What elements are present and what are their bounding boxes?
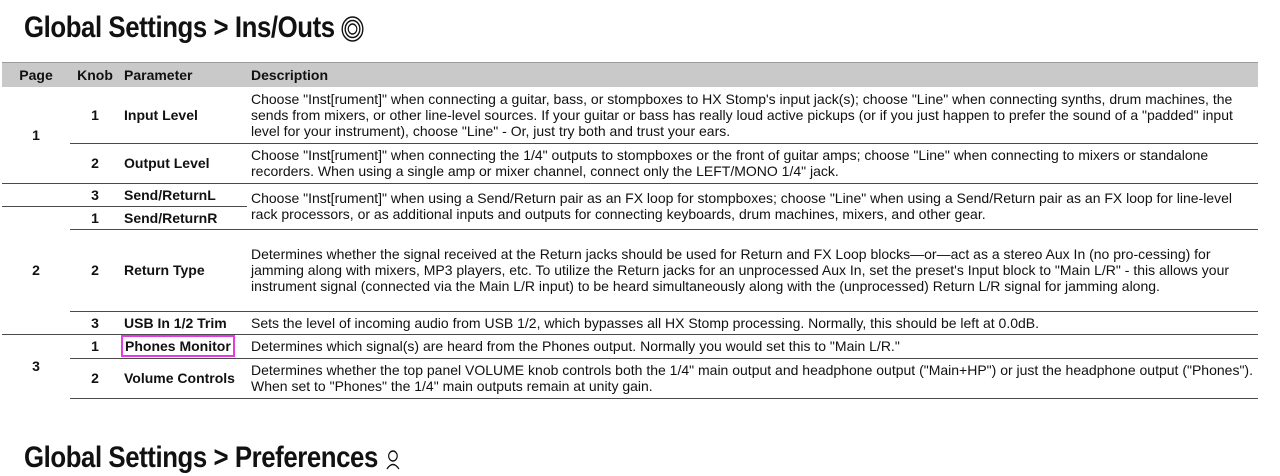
knob-number: 3	[70, 311, 120, 334]
parameter-description: Sets the level of incoming audio from USB 1/2, which bypasses all HX Stomp processing. Normally, this should be left at 0.0dB.	[247, 311, 1258, 334]
parameter-name: USB In 1/2 Trim	[120, 311, 247, 334]
parameter-name: Volume Controls	[120, 358, 247, 398]
knob-number: 3	[70, 183, 120, 206]
table-row	[2, 334, 1258, 358]
header-knob: Knob	[70, 63, 120, 88]
gear-icon	[340, 14, 366, 44]
section-title-preferences: Global Settings > Preferences	[24, 440, 402, 476]
knob-number: 2	[70, 229, 120, 311]
knob-number: 1	[91, 106, 99, 123]
highlighted-parameter: Phones Monitor	[125, 338, 231, 354]
parameter-name: Send/ReturnL	[120, 183, 247, 206]
knob-number: 1	[70, 334, 120, 358]
parameter-description: Choose "Inst[rument]" when connecting a guitar, bass, or stompboxes to HX Stomp's input jack(s); choose "Line" when connecting synths, drum machines, the sends from mixers, or other line-level sources. If your guitar or bass has really loud active pickups (or if you just happen to prefer the sound of a "padded" input level for your instrument), choose "Line" - Or, just try both and trust your ears.	[251, 90, 1233, 139]
table-row	[2, 143, 1258, 183]
header-parameter: Parameter	[120, 63, 247, 88]
parameter-name: Send/ReturnR	[120, 206, 247, 229]
table-row	[2, 183, 1258, 206]
parameter-description: Determines whether the signal received at the Return jacks should be used for Return and FX Loop blocks—or—act as a stereo Aux In (no pro-cessing) for jamming along with mixers, MP3 players, etc. To utilize the Return jacks for an unprocessed Aux In, set the preset's Input block to "Main L/R" - this allows your instrument signal (connected via the Main L/R input) to be heard simultaneously along with the (unprocessed) Return L/R signal for jamming along.	[247, 229, 1258, 311]
parameter-description: Determines which signal(s) are heard from the Phones output. Normally you would set this to "Main L/R."	[247, 334, 1258, 358]
person-icon	[383, 448, 402, 470]
table-header-row	[2, 63, 1258, 88]
table-row	[2, 87, 1258, 143]
parameter-name: Input Level	[124, 106, 198, 123]
table-row	[2, 311, 1258, 334]
page-number: 1	[32, 126, 40, 143]
knob-number: 2	[70, 143, 120, 183]
parameter-description: Determines whether the top panel VOLUME knob controls both the 1/4" main output and headphone output ("Main+HP") or just the headphone output ("Phones"). When set to "Phones" the 1/4" main outputs remain at unity gain.	[247, 358, 1258, 398]
header-page: Page	[2, 63, 70, 88]
parameter-description: Choose "Inst[rument]" when using a Send/Return pair as an FX loop for stompboxes; choose "Line" when using a Send/Return pair as an FX loop for line-level rack processors, or as additional inputs and outputs for connecting keyboards, drum machines, mixers, and other gear.	[247, 183, 1258, 229]
parameter-description: Choose "Inst[rument]" when connecting the 1/4" outputs to stompboxes or the front of guitar amps; choose "Line" when connecting to mixers or standalone recorders. When using a single amp or mixer channel, connect only the LEFT/MONO 1/4" jack.	[247, 143, 1258, 183]
parameter-name: Return Type	[120, 229, 247, 311]
knob-number: 1	[70, 206, 120, 229]
header-description: Description	[247, 63, 1258, 88]
table-row	[2, 229, 1258, 311]
parameter-name	[120, 334, 247, 358]
page-title: Global Settings > Ins/Outs	[24, 10, 366, 46]
parameter-name: Output Level	[120, 143, 247, 183]
table-row	[2, 358, 1258, 398]
page-number: 2	[2, 206, 70, 334]
ins-outs-table	[2, 62, 1258, 399]
knob-number: 2	[70, 358, 120, 398]
page-number: 3	[2, 334, 70, 398]
